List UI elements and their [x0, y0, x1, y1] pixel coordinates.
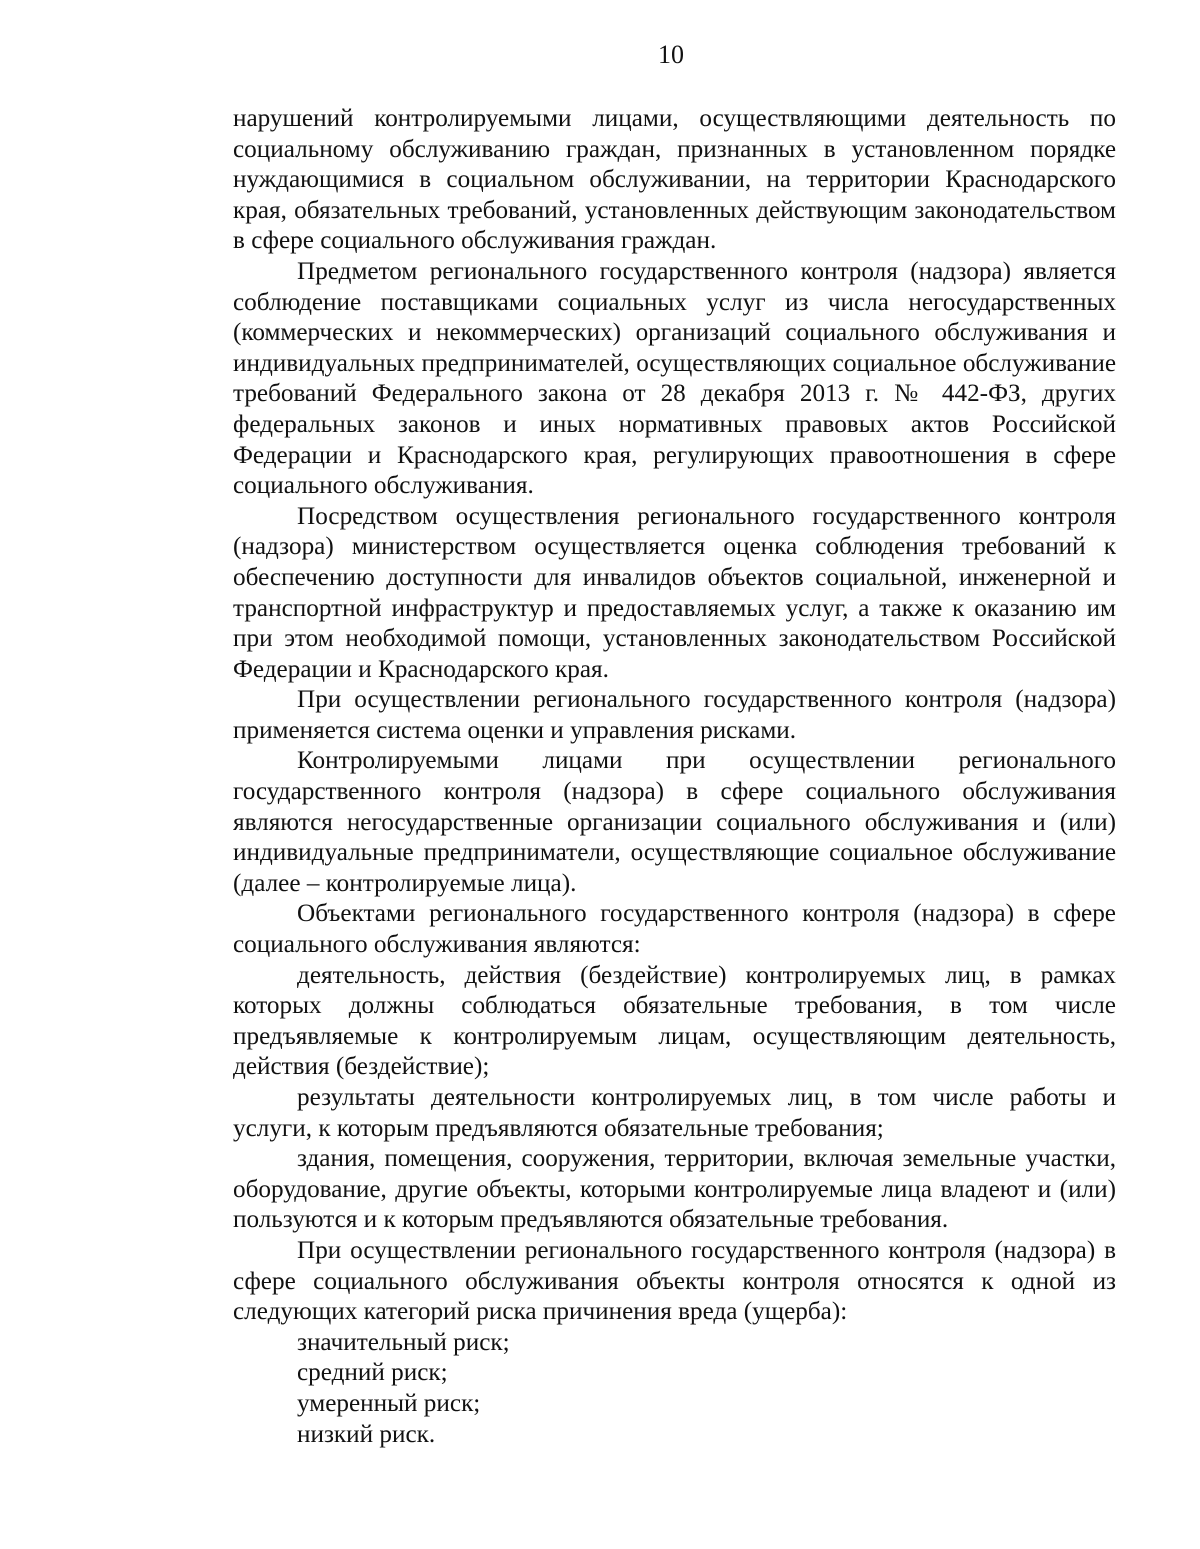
- paragraph: нарушений контролируемыми лицами, осуществляющими деятельность по социальному обслуживанию граждан, признанных в установленном порядке нуждающимися в социальном обслуживании, на территории Краснодарского края, обязательных требований, установленных действующим законодательством в сфере социального обслуживания граждан.: [233, 105, 1116, 255]
- risk-category-item: значительный риск;: [297, 1328, 510, 1356]
- paragraph: При осуществлении регионального государственного контроля (надзора) применяется система оценки и управления рисками.: [233, 686, 1116, 744]
- risk-category-item: умеренный риск;: [297, 1389, 481, 1417]
- paragraph: Объектами регионального государственного контроля (надзора) в сфере социального обслуживания являются:: [233, 900, 1116, 959]
- paragraph: Предметом регионального государственного контроля (надзора) является соблюдение поставщиками социальных услуг из числа негосударственных (коммерческих и некоммерческих) организаций социального обслуживания и индивидуальных предпринимателей, осуществляющих социальное обслуживание требований Федерального закона от 28 декабря 2013 г. № 442-ФЗ, других федеральных законов и иных нормативных правовых актов Российской Федерации и Краснодарского края, регулирующих правоотношения в сфере социального обслуживания.: [233, 257, 1116, 500]
- paragraph: Посредством осуществления регионального государственного контроля (надзора) министерством осуществляется оценка соблюдения требований к обеспечению доступности для инвалидов объектов социальной, инженерной и транспортной инфраструктур и предоставляемых услуг, а также к оказанию им при этом необходимой помощи, установленных законодательством Российской Федерации и Краснодарского края.: [233, 502, 1116, 683]
- risk-category-item: низкий риск.: [297, 1420, 436, 1448]
- risk-category-item: средний риск;: [297, 1359, 448, 1387]
- paragraph: деятельность, действия (бездействие) контролируемых лиц, в рамках которых должны соблюдаться обязательные требования, в том числе предъявляемые к контролируемым лицам, осуществляющим деятельность, действия (бездействие);: [233, 961, 1116, 1081]
- document-body: [233, 104, 1116, 1450]
- paragraph: результаты деятельности контролируемых лиц, в том числе работы и услуги, к которым предъявляются обязательные требования;: [233, 1084, 1116, 1142]
- paragraph: При осуществлении регионального государственного контроля (надзора) в сфере социального обслуживания объекты контроля относятся к одной из следующих категорий риска причинения вреда (ущерба):: [233, 1236, 1116, 1326]
- risk-category-list: [233, 1328, 1116, 1450]
- page-number: 10: [658, 40, 684, 69]
- paragraph: здания, помещения, сооружения, территории, включая земельные участки, оборудование, другие объекты, которыми контролируемые лица владеют и (или) пользуются и к которым предъявляются обязательные требования.: [233, 1145, 1116, 1234]
- paragraph: Контролируемыми лицами при осуществлении регионального государственного контроля (надзора) в сфере социального обслуживания являются негосударственные организации социального обслуживания и (или) индивидуальные предприниматели, осуществляющие социальное обслуживание (далее – контролируемые лица).: [233, 747, 1116, 897]
